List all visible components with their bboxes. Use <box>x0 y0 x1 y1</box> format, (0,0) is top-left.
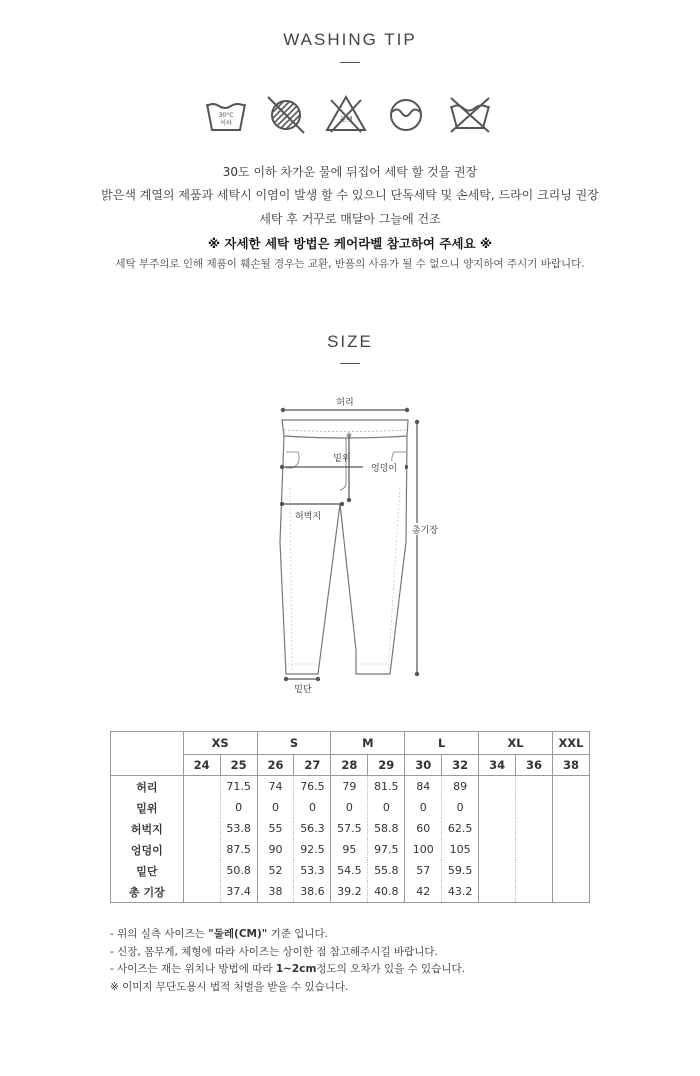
table-cell <box>552 776 589 798</box>
table-row <box>111 839 590 860</box>
note-text: 정도의 오차가 있을 수 있습니다. <box>316 963 465 975</box>
note-emphasis: "둘레(CM)" <box>208 928 268 940</box>
table-cell <box>479 881 516 903</box>
table-cell <box>516 818 553 839</box>
table-cell <box>183 881 220 903</box>
bleach-label: 표백 <box>339 116 353 124</box>
note-copyright: ※ 이미지 무단도용시 법적 처벌을 받을 수 있습니다. <box>110 980 349 993</box>
table-cell: 54.5 <box>331 860 368 881</box>
wash-30-icon <box>203 92 249 138</box>
size-group-header-row <box>111 732 590 755</box>
size-number-header: 25 <box>220 755 257 776</box>
wash-instruction-2: 밝은색 계열의 제품과 세탁시 이염이 발생 할 수 있으니 단독세탁 및 손세탁, 드라이 크리닝 권장 <box>101 188 599 202</box>
table-cell: 58.8 <box>368 818 405 839</box>
table-cell: 81.5 <box>368 776 405 798</box>
size-group-header: XXL <box>552 732 589 755</box>
table-cell <box>516 860 553 881</box>
size-number-header: 34 <box>479 755 516 776</box>
table-cell: 92.5 <box>294 839 331 860</box>
table-cell: 100 <box>405 839 442 860</box>
table-cell: 53.8 <box>220 818 257 839</box>
table-cell: 59.5 <box>442 860 479 881</box>
washing-tip-title: WASHING TIP <box>283 30 417 49</box>
note-text: - 위의 실측 사이즈는 <box>110 928 209 940</box>
size-notes <box>110 926 610 996</box>
table-cell: 105 <box>442 839 479 860</box>
table-cell: 89 <box>442 776 479 798</box>
table-cell <box>183 797 220 818</box>
table-cell: 87.5 <box>220 839 257 860</box>
size-group-header: L <box>405 732 479 755</box>
size-number-header: 28 <box>331 755 368 776</box>
size-table <box>110 731 590 903</box>
table-cell: 50.8 <box>220 860 257 881</box>
table-cell: 74 <box>257 776 294 798</box>
table-cell: 39.2 <box>331 881 368 903</box>
table-cell: 0 <box>257 797 294 818</box>
table-cell: 42 <box>405 881 442 903</box>
table-cell: 55.8 <box>368 860 405 881</box>
note-emphasis: 1~2cm <box>275 963 317 975</box>
table-row <box>111 797 590 818</box>
table-cell <box>516 797 553 818</box>
dry-flat-icon <box>383 92 429 138</box>
table-cell: 0 <box>368 797 405 818</box>
size-title: SIZE <box>327 332 373 351</box>
table-cell: 95 <box>331 839 368 860</box>
table-cell: 0 <box>331 797 368 818</box>
header-corner-cell <box>111 732 184 776</box>
size-number-header-row <box>111 755 590 776</box>
row-label: 밑단 <box>111 860 184 881</box>
table-cell <box>479 776 516 798</box>
table-cell: 90 <box>257 839 294 860</box>
table-cell: 38 <box>257 881 294 903</box>
table-cell <box>479 818 516 839</box>
table-cell <box>552 818 589 839</box>
table-cell: 57.5 <box>331 818 368 839</box>
row-label: 밑위 <box>111 797 184 818</box>
no-bleach-icon <box>323 92 369 138</box>
table-cell: 71.5 <box>220 776 257 798</box>
size-number-header: 36 <box>516 755 553 776</box>
wash-temp-label: 30°C <box>218 112 234 119</box>
table-cell: 40.8 <box>368 881 405 903</box>
table-cell: 37.4 <box>220 881 257 903</box>
no-dry-clean-icon <box>447 92 493 138</box>
no-tumble-dry-icon <box>263 92 309 138</box>
size-number-header: 30 <box>405 755 442 776</box>
hem-label: 밑단 <box>294 685 312 695</box>
note-text: 기준 입니다. <box>267 928 329 940</box>
title-divider <box>340 62 360 63</box>
title-divider <box>340 363 360 364</box>
size-group-header: XL <box>479 732 553 755</box>
table-cell: 55 <box>257 818 294 839</box>
size-table-body <box>111 776 590 903</box>
table-cell: 0 <box>220 797 257 818</box>
row-label: 총 기장 <box>111 881 184 903</box>
size-number-header: 24 <box>183 755 220 776</box>
table-cell: 84 <box>405 776 442 798</box>
size-group-header: XS <box>183 732 257 755</box>
size-number-header: 27 <box>294 755 331 776</box>
table-cell <box>183 776 220 798</box>
size-number-header: 32 <box>442 755 479 776</box>
table-cell: 60 <box>405 818 442 839</box>
table-cell: 43.2 <box>442 881 479 903</box>
size-group-header: M <box>331 732 405 755</box>
care-label-notice: ※ 자세한 세탁 방법은 케어라벨 참고하여 주세요 ※ <box>207 236 493 251</box>
size-number-header: 29 <box>368 755 405 776</box>
table-row <box>111 818 590 839</box>
table-cell: 52 <box>257 860 294 881</box>
row-label: 허리 <box>111 776 184 798</box>
note-text: - 사이즈는 재는 위치나 방법에 따라 <box>110 963 276 975</box>
size-number-header: 26 <box>257 755 294 776</box>
wash-instruction-3: 세탁 후 거꾸로 매달아 그늘에 건조 <box>259 212 441 226</box>
table-cell <box>479 860 516 881</box>
table-row <box>111 776 590 798</box>
wash-instruction-1: 30도 이하 차가운 물에 뒤집어 세탁 할 것을 권장 <box>222 165 478 179</box>
table-cell <box>516 839 553 860</box>
note-measurement-error <box>110 961 610 979</box>
table-cell <box>183 818 220 839</box>
row-label: 허벅지 <box>111 818 184 839</box>
table-cell: 76.5 <box>294 776 331 798</box>
table-cell <box>516 776 553 798</box>
table-cell: 79 <box>331 776 368 798</box>
table-cell <box>552 881 589 903</box>
wash-temp-sublabel: 이하 <box>220 120 232 127</box>
care-icons <box>195 92 505 142</box>
table-cell: 56.3 <box>294 818 331 839</box>
size-group-header: S <box>257 732 331 755</box>
thigh-label: 허벅지 <box>294 512 322 522</box>
table-row <box>111 881 590 903</box>
table-cell: 53.3 <box>294 860 331 881</box>
note-body-type: - 신장, 몸무게, 체형에 따라 사이즈는 상이한 점 참고해주시길 바랍니다. <box>110 945 438 958</box>
table-cell <box>552 797 589 818</box>
length-label: 총기장 <box>411 526 439 536</box>
note-measurement-basis <box>110 926 610 944</box>
table-cell: 62.5 <box>442 818 479 839</box>
table-row <box>111 860 590 881</box>
table-cell <box>183 860 220 881</box>
table-cell: 0 <box>442 797 479 818</box>
rise-label: 밑위 <box>333 454 351 464</box>
table-cell: 0 <box>405 797 442 818</box>
waist-label: 허리 <box>336 398 354 408</box>
wash-disclaimer: 세탁 부주의로 인해 제품이 훼손될 경우는 교환, 반품의 사유가 될 수 없으니 양지하여 주시기 바랍니다. <box>115 258 585 270</box>
table-cell: 57 <box>405 860 442 881</box>
hip-label: 엉덩이 <box>370 464 398 474</box>
table-cell: 0 <box>294 797 331 818</box>
table-cell <box>516 881 553 903</box>
table-cell <box>479 797 516 818</box>
table-cell: 97.5 <box>368 839 405 860</box>
table-cell: 38.6 <box>294 881 331 903</box>
table-cell <box>183 839 220 860</box>
table-cell <box>479 839 516 860</box>
pants-measurement-diagram <box>270 392 450 702</box>
row-label: 엉덩이 <box>111 839 184 860</box>
table-cell <box>552 860 589 881</box>
table-cell <box>552 839 589 860</box>
size-number-header: 38 <box>552 755 589 776</box>
